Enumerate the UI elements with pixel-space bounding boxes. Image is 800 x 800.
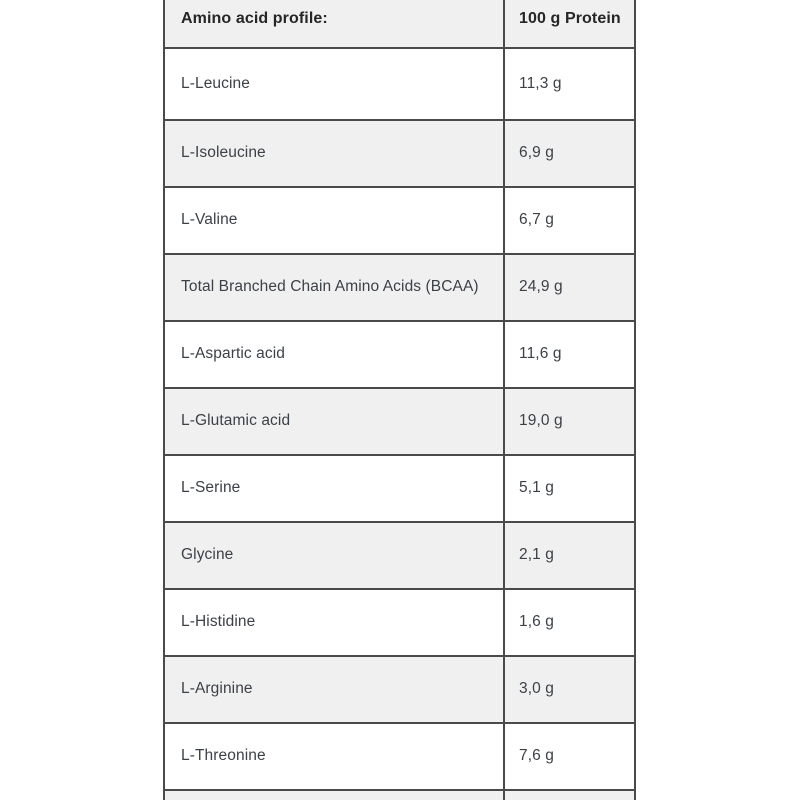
header-amino-acid-profile: Amino acid profile:	[165, 0, 505, 47]
amino-acid-name-cell: L-Valine	[165, 188, 505, 253]
amino-acid-value-cell: 6,7 g	[519, 211, 554, 229]
amino-acid-value-cell: 3,0 g	[519, 680, 554, 698]
amino-acid-name-cell: L-Arginine	[165, 657, 505, 722]
table-row-l-leucine	[165, 47, 634, 119]
amino-acid-value-cell: 19,0 g	[519, 412, 563, 430]
amino-acid-name-cell: L-Histidine	[165, 590, 505, 655]
table-row-l-valine	[165, 186, 634, 253]
table-row-l-serine	[165, 454, 634, 521]
amino-acid-value-cell: 11,6 g	[519, 345, 562, 363]
amino-acid-name-cell: L-Isoleucine	[165, 121, 505, 186]
amino-acid-name-cell	[165, 791, 505, 800]
table-partial-clipped-row	[165, 789, 634, 800]
amino-acid-value-cell: 7,6 g	[519, 747, 554, 765]
table-row-l-aspartic-acid	[165, 320, 634, 387]
amino-acid-name-cell: L-Leucine	[165, 49, 505, 119]
table-row-glycine	[165, 521, 634, 588]
amino-acid-value-cell: 11,3 g	[519, 74, 562, 92]
amino-acid-value-cell: 2,1 g	[519, 546, 554, 564]
amino-acid-value-cell	[505, 791, 634, 800]
amino-acid-name-cell: L-Threonine	[165, 724, 505, 789]
table-row-l-threonine	[165, 722, 634, 789]
table-row-l-glutamic-acid	[165, 387, 634, 454]
amino-acid-name-cell: Total Branched Chain Amino Acids (BCAA)	[165, 255, 505, 320]
table-row-l-arginine	[165, 655, 634, 722]
header-100g-protein: 100 g Protein	[519, 10, 621, 28]
amino-acid-profile-table	[163, 0, 636, 800]
amino-acid-name-cell: L-Serine	[165, 456, 505, 521]
amino-acid-value-cell: 1,6 g	[519, 613, 554, 631]
amino-acid-value-cell: 5,1 g	[519, 479, 554, 497]
table-header-row	[165, 0, 634, 47]
amino-acid-value-cell: 6,9 g	[519, 144, 554, 162]
amino-acid-value-cell: 24,9 g	[519, 278, 563, 296]
amino-acid-name-cell: L-Glutamic acid	[165, 389, 505, 454]
amino-acid-name-cell: Glycine	[165, 523, 505, 588]
table-row-bcaa-total	[165, 253, 634, 320]
amino-acid-name-cell: L-Aspartic acid	[165, 322, 505, 387]
table-row-l-histidine	[165, 588, 634, 655]
table-row-l-isoleucine	[165, 119, 634, 186]
